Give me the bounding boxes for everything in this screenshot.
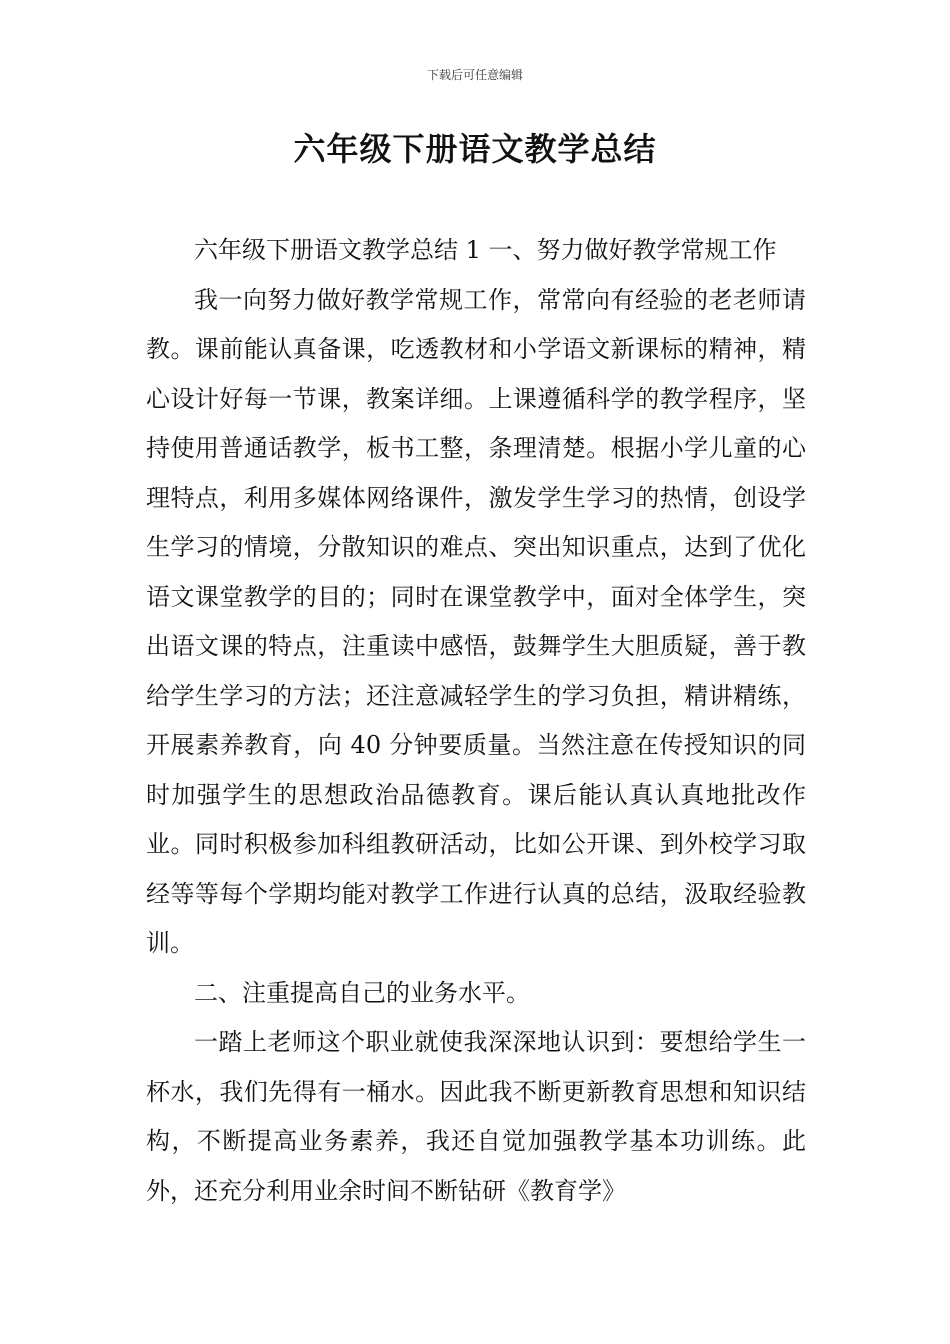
- paragraph-teaching-routine: 我一向努力做好教学常规工作，常常向有经验的老老师请教。课前能认真备课，吃透教材和小学语文新课标的精神，精心设计好每一节课，教案详细。上课遵循科学的教学程序，坚持使用普通话教学，板书工整，条理清楚。根据小学儿童的心理特点，利用多媒体网络课件，激发学生学习的热情，创设学生学习的情境，分散知识的难点、突出知识重点，达到了优化语文课堂教学的目的；同时在课堂教学中，面对全体学生，突出语文课的特点，注重读中感悟，鼓舞学生大胆质疑，善于教给学生学习的方法；还注意减轻学生的学习负担，精讲精练，开展素养教育，向 40 分钟要质量。当然注意在传授知识的同时加强学生的思想政治品德教育。课后能认真认真地批改作业。同时积极参加科组教研活动，比如公开课、到外校学习取经等等每个学期均能对教学工作进行认真的总结，汲取经验教训。: [146, 285, 806, 957]
- document-title: 六年级下册语文教学总结: [293, 130, 657, 168]
- paragraph-section-two-heading: 二、注重提高自己的业务水平。: [194, 978, 530, 1007]
- paragraph-professional-growth: 一踏上老师这个职业就使我深深地认识到：要想给学生一杯水，我们先得有一桶水。因此我不断更新教育思想和知识结构，不断提高业务素养，我还自觉加强教学基本功训练。此外，还充分利用业余时间不断钻研《教育学》: [146, 1028, 806, 1205]
- header-note: 下载后可任意编辑: [426, 68, 523, 82]
- document-body: [146, 226, 806, 1216]
- paragraph-section-one-heading: 六年级下册语文教学总结 1 一、努力做好教学常规工作: [194, 236, 777, 264]
